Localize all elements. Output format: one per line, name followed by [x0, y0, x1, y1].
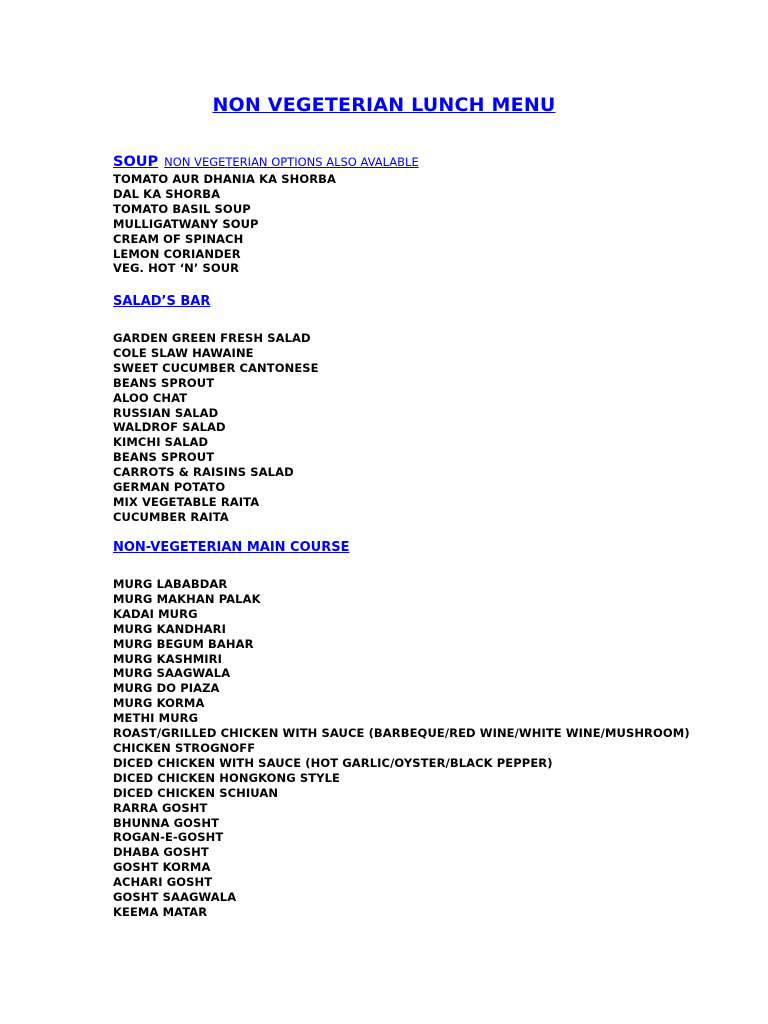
- menu-item: MURG LABABDAR: [113, 577, 228, 591]
- menu-item: MIX VEGETABLE RAITA: [113, 494, 260, 509]
- salad-heading: SALAD’S BAR: [113, 294, 211, 309]
- menu-item: GARDEN GREEN FRESH SALAD: [113, 331, 311, 345]
- soup-heading: [113, 154, 753, 171]
- soup-subheading: NON VEGETERIAN OPTIONS ALSO AVALABLE: [164, 155, 419, 169]
- menu-item: COLE SLAW HAWAINE: [113, 345, 254, 360]
- menu-item: CUCUMBER RAITA: [113, 509, 229, 524]
- menu-item: SWEET CUCUMBER CANTONESE: [113, 360, 319, 375]
- menu-item: CHICKEN STROGNOFF: [113, 740, 256, 755]
- menu-item: MURG DO PIAZA: [113, 681, 220, 696]
- page-title: NON VEGETERIAN LUNCH MENU: [212, 94, 556, 116]
- menu-item: MURG KASHMIRI: [113, 651, 222, 666]
- menu-item: ROGAN-E-GOSHT: [113, 830, 224, 845]
- menu-item: WALDROF SALAD: [113, 420, 226, 435]
- menu-item: METHI MURG: [113, 711, 199, 726]
- menu-item: DAL KA SHORBA: [113, 186, 221, 201]
- menu-item: CREAM OF SPINACH: [113, 231, 244, 246]
- salad-item-list: [113, 331, 753, 525]
- menu-item: RUSSIAN SALAD: [113, 405, 219, 420]
- menu-item: KIMCHI SALAD: [113, 435, 209, 450]
- menu-item: TOMATO BASIL SOUP: [113, 201, 251, 216]
- menu-item: BEANS SPROUT: [113, 375, 215, 390]
- menu-item: CARROTS & RAISINS SALAD: [113, 465, 294, 480]
- menu-item: BHUNNA GOSHT: [113, 815, 220, 830]
- menu-item: GOSHT KORMA: [113, 860, 211, 875]
- menu-item: DHABA GOSHT: [113, 845, 209, 860]
- menu-item: GERMAN POTATO: [113, 480, 226, 495]
- menu-item: KEEMA MATAR: [113, 904, 208, 919]
- menu-item: MURG BEGUM BAHAR: [113, 636, 254, 651]
- menu-item: MURG SAAGWALA: [113, 666, 231, 681]
- menu-item: ROAST/GRILLED CHICKEN WITH SAUCE (BARBEQUE/RED WINE/WHITE WINE/MUSHROOM): [113, 726, 690, 741]
- menu-item: DICED CHICKEN HONGKONG STYLE: [113, 770, 340, 785]
- menu-item: MURG KORMA: [113, 696, 205, 711]
- menu-item: MULLIGATWANY SOUP: [113, 216, 259, 231]
- soup-item-list: [113, 172, 753, 276]
- menu-item: RARRA GOSHT: [113, 800, 208, 815]
- menu-item: ALOO CHAT: [113, 390, 188, 405]
- soup-section: [113, 154, 753, 276]
- menu-item: DICED CHICKEN SCHIUAN: [113, 785, 279, 800]
- menu-item: VEG. HOT ‘N’ SOUR: [113, 261, 240, 276]
- menu-item: KADAI MURG: [113, 606, 198, 621]
- menu-item: DICED CHICKEN WITH SAUCE (HOT GARLIC/OYSTER/BLACK PEPPER): [113, 755, 553, 770]
- menu-item: BEANS SPROUT: [113, 450, 215, 465]
- menu-item: TOMATO AUR DHANIA KA SHORBA: [113, 172, 337, 186]
- main-course-item-list: [113, 577, 753, 920]
- main-course-heading: NON-VEGETERIAN MAIN COURSE: [113, 540, 350, 555]
- main-course-section: [113, 539, 753, 920]
- menu-item: MURG KANDHARI: [113, 621, 227, 636]
- menu-item: LEMON CORIANDER: [113, 246, 241, 261]
- salad-section: [113, 293, 753, 525]
- soup-heading-label: SOUP: [113, 154, 159, 170]
- menu-item: ACHARI GOSHT: [113, 875, 213, 890]
- menu-item: GOSHT SAAGWALA: [113, 890, 237, 905]
- menu-item: MURG MAKHAN PALAK: [113, 591, 261, 606]
